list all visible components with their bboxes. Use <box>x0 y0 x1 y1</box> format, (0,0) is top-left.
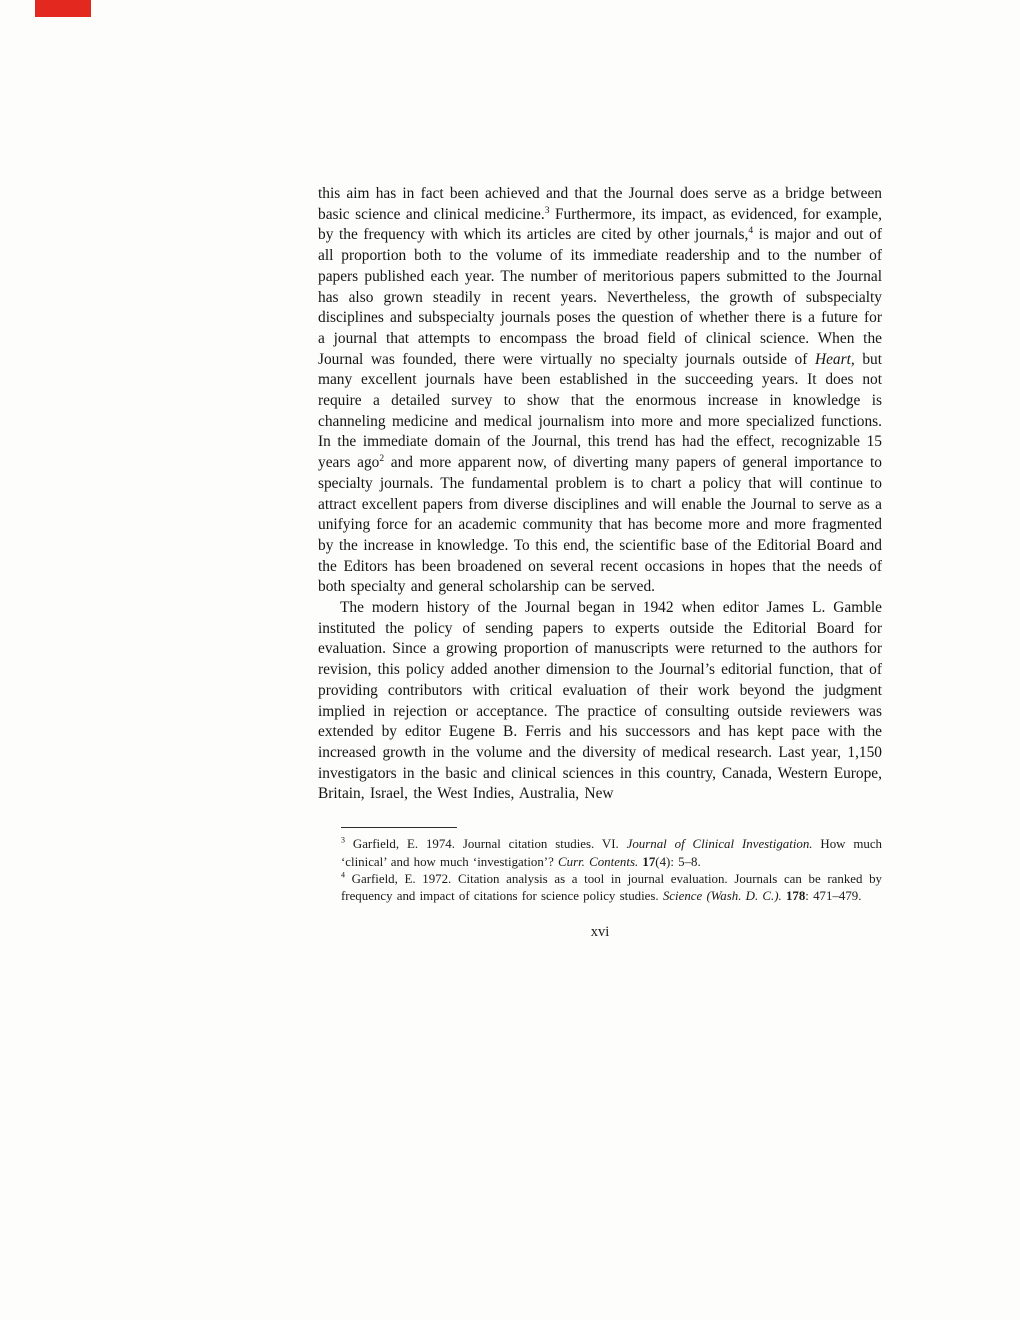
footnote-separator-rule <box>341 827 457 828</box>
footnote-4: $^4$ Garfield, E. 1972. Citation analysis as a tool in journal evaluation. Journals can be ranked by frequency and impact of citations for science policy studies. Science (Wash. D. C.). 178: 471–479. <box>341 870 882 904</box>
page-number: xvi <box>590 923 610 940</box>
paragraph-continuation: this aim has in fact been achieved and that the Journal does serve as a bridge between basic science and clinical medicine.$^3$ Furthermore, its impact, as evidenced, for example, by the frequency with which its articles are cited by other journals,$^4$ is major and out of all proportion both to the volume of its immediate readership and to the number of papers published each year. The number of meritorious papers submitted to the Journal has also grown steadily in recent years. Nevertheless, the growth of subspecialty disciplines and subspecialty journals poses the question of whether there is a future for a journal that attempts to encompass the broad field of clinical science. When the Journal was founded, there were virtually no specialty journals outside of Heart, but many excellent journals have been established in the succeeding years. It does not require a detailed survey to show that the enormous increase in knowledge is channeling medicine and medical journalism into more and more specialized functions. In the immediate domain of the Journal, this trend has had the effect, recognizable 15 years ago$^2$ and more apparent now, of diverting many papers of general importance to specialty journals. The fundamental problem is to chart a policy that will continue to attract excellent papers from diverse disciplines and will enable the Journal to serve as a unifying force for an academic community that has become more and more fragmented by the increase in knowledge. To this end, the scientific base of the Editorial Board and the Editors has been broadened on several recent occasions in hopes that the needs of both specialty and general scholarship can be served. <box>318 185 883 596</box>
paragraph-modern-history: The modern history of the Journal began in 1942 when editor James L. Gamble instituted the policy of sending papers to experts outside the Editorial Board for evaluation. Since a growing proportion of manuscripts were returned to the authors for revision, this policy added another dimension to the Journal’s editorial function, that of providing contributors with critical evaluation of their work beyond the judgment implied in rejection or acceptance. The practice of consulting outside reviewers was extended by editor Eugene B. Ferris and his successors and has kept pace with the increased growth in the volume and the diversity of medical research. Last year, 1,150 investigators in the basic and clinical sciences in this country, Canada, Western Europe, Britain, Israel, the West Indies, Australia, New <box>318 599 882 803</box>
body-text <box>318 184 882 941</box>
footnote-3: $^3$ Garfield, E. 1974. Journal citation studies. VI. Journal of Clinical Investigation. How much ‘clinical’ and how much ‘investigation’? Curr. Contents. 17(4): 5–8. <box>341 835 883 869</box>
footnotes-section <box>341 827 882 906</box>
red-scan-mark <box>35 0 91 17</box>
